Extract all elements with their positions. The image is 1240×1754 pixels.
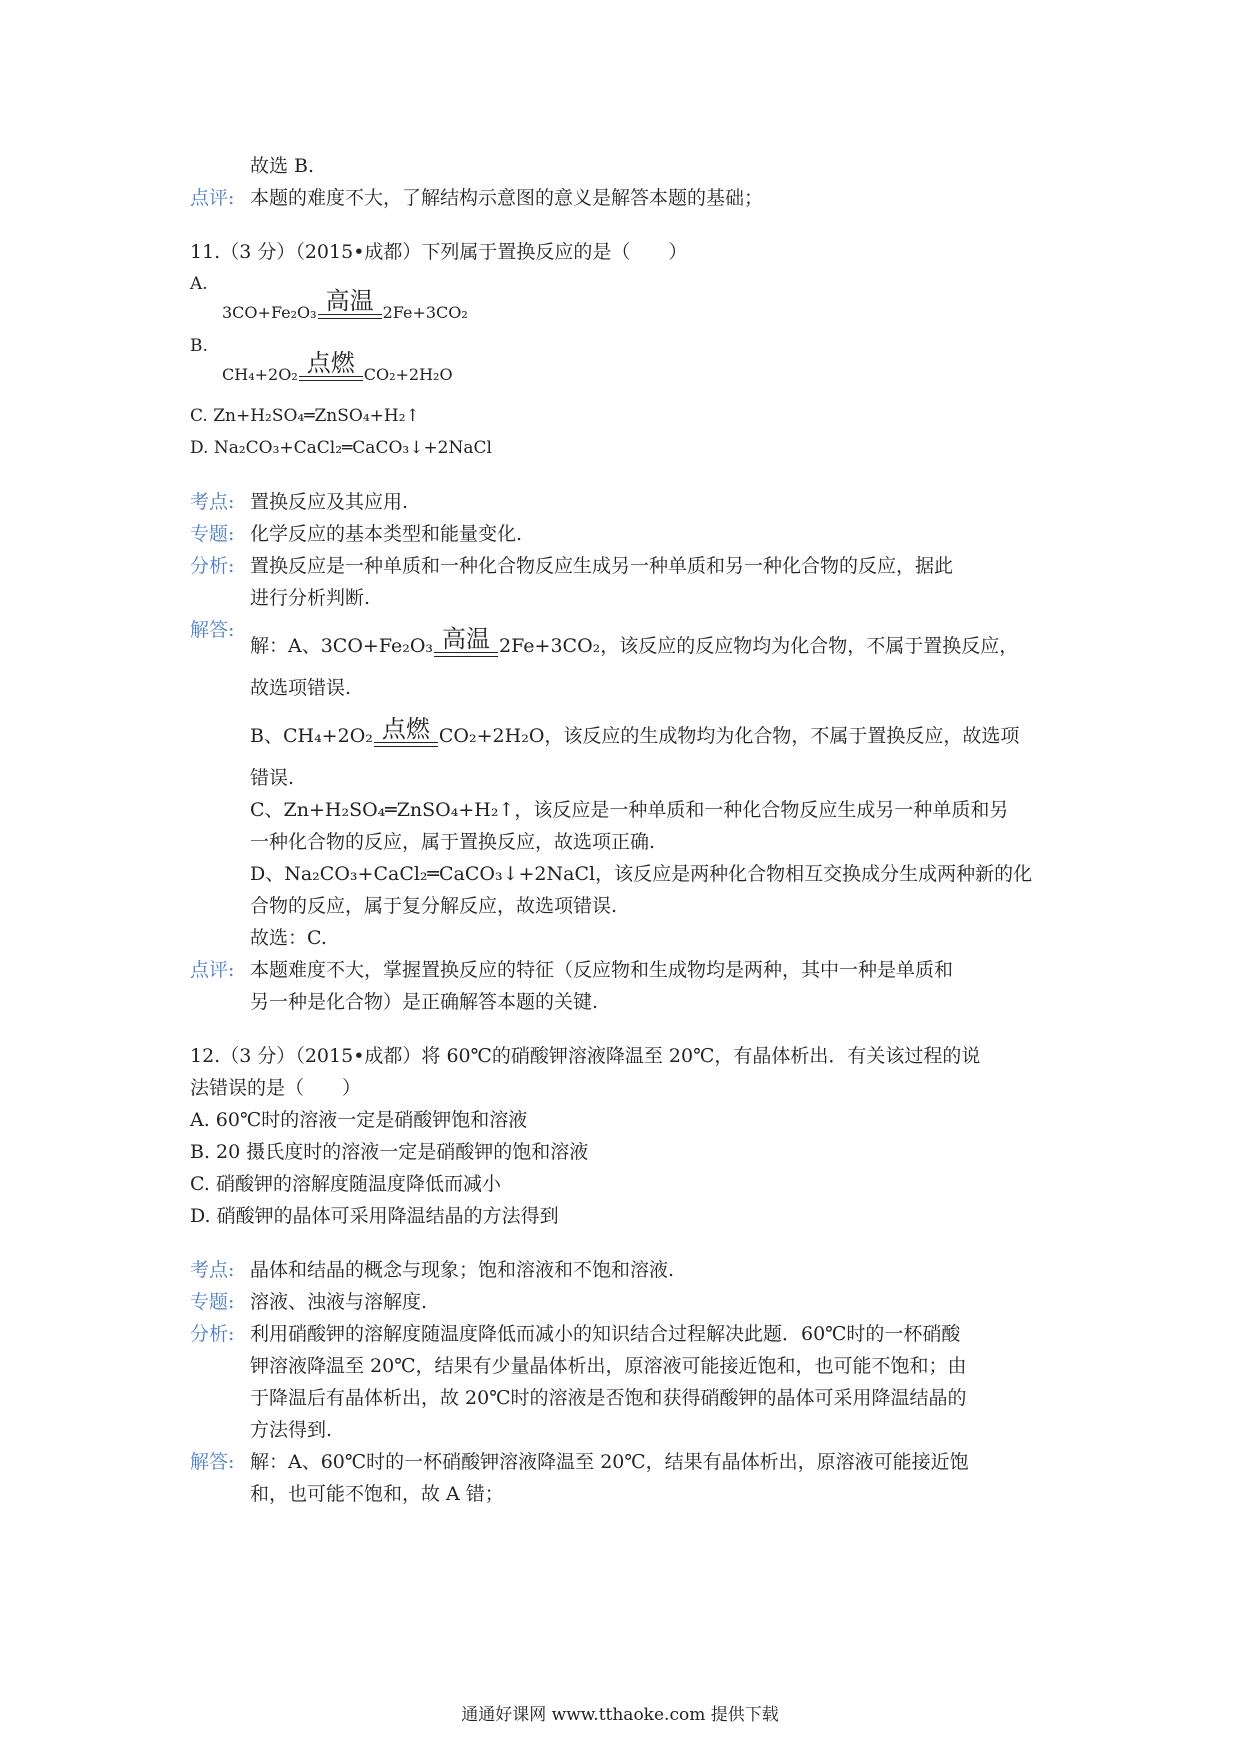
q12-kaodian — [190, 1254, 1060, 1286]
condition-text: 点燃 — [381, 715, 430, 743]
jieda-a-condition — [434, 626, 498, 662]
equals-bar — [299, 376, 363, 381]
dianping-line: 本题难度不大，掌握置换反应的特征（反应物和生成物均是两种，其中一种是单质和 — [250, 959, 954, 981]
q11-fenxi — [190, 550, 1060, 614]
zhuanti-tag: 专题: — [190, 523, 235, 545]
jieda-a-post: 2Fe+3CO₂，该反应的反应物均为化合物，不属于置换反应， — [499, 635, 1019, 657]
jieda-c-line1: C、Zn+H₂SO₄═ZnSO₄+H₂↑，该反应是一种单质和一种化合物反应生成另一种单质和另 — [250, 799, 1009, 821]
fenxi-tag: 分析: — [190, 555, 235, 577]
kaodian-text: 置换反应及其应用. — [250, 491, 409, 513]
kaodian-text: 晶体和结晶的概念与现象；饱和溶液和不饱和溶液. — [250, 1259, 675, 1281]
jieda-b-line2: 错误. — [250, 767, 295, 789]
q11-b-condition — [299, 350, 363, 386]
fenxi-text — [250, 1318, 1060, 1446]
document-page — [190, 150, 1060, 1510]
jieda-d-line1: D、Na₂CO₃+CaCl₂═CaCO₃↓+2NaCl，该反应是两种化合物相互交换成分生成两种新的化 — [250, 863, 1033, 885]
comment-text: 本题的难度不大，了解结构示意图的意义是解答本题的基础； — [250, 187, 764, 209]
q11-option-c: C. Zn+H₂SO₄═ZnSO₄+H₂↑ — [190, 406, 420, 426]
jieda-text — [250, 614, 1060, 954]
prev-comment — [190, 182, 1060, 214]
jieda-c-line2: 一种化合物的反应，属于置换反应，故选项正确. — [250, 831, 656, 853]
jieda-b-post: CO₂+2H₂O，该反应的生成物均为化合物，不属于置换反应，故选项 — [438, 725, 1020, 747]
zhuanti-tag: 专题: — [190, 1291, 235, 1313]
jieda-b-condition — [374, 716, 438, 752]
q12-option-c: C. 硝酸钾的溶解度随温度降低而减小 — [190, 1173, 501, 1195]
jieda-line: 和，也可能不饱和，故 A 错； — [250, 1483, 504, 1505]
dianping-tag: 点评: — [190, 959, 235, 981]
equals-bar — [318, 314, 382, 319]
condition-text: 高温 — [325, 287, 374, 315]
fenxi-text — [250, 550, 1060, 614]
q11-option-a — [190, 268, 1060, 324]
fenxi-line: 置换反应是一种单质和一种化合物反应生成另一种单质和另一种化合物的反应，据此 — [250, 555, 954, 577]
jieda-tag: 解答: — [190, 619, 235, 641]
fenxi-line: 于降温后有晶体析出，故 20℃时的溶液是否饱和获得硝酸钾的晶体可采用降温结晶的 — [250, 1387, 967, 1409]
q11-option-b-label: B. — [190, 336, 208, 356]
dianping-text — [250, 954, 1060, 1018]
q11-stem: 11.（3 分）（2015•成都）下列属于置换反应的是（ ） — [190, 241, 688, 263]
comment-tag: 点评: — [190, 187, 235, 209]
q11-a-left: 3CO+Fe₂O₃ — [222, 303, 317, 322]
jieda-a-pre: 解：A、3CO+Fe₂O₃ — [250, 635, 434, 657]
fenxi-line: 利用硝酸钾的溶解度随温度降低而减小的知识结合过程解决此题．60℃时的一杯硝酸 — [250, 1323, 961, 1345]
page-footer: 通通好课网 www.tthaoke.com 提供下载 — [461, 1705, 779, 1725]
condition-text: 点燃 — [306, 349, 355, 377]
q11-b-right: CO₂+2H₂O — [363, 365, 453, 384]
q12-option-d: D. 硝酸钾的晶体可采用降温结晶的方法得到 — [190, 1205, 559, 1227]
q12-option-a: A. 60℃时的溶液一定是硝酸钾饱和溶液 — [190, 1109, 528, 1131]
q11-b-left: CH₄+2O₂ — [222, 365, 298, 384]
fenxi-line: 进行分析判断. — [250, 587, 371, 609]
dianping-line: 另一种是化合物）是正确解答本题的关键. — [250, 991, 599, 1013]
condition-text: 高温 — [442, 625, 491, 653]
jieda-b-line — [250, 704, 1060, 752]
jieda-d-line2: 合物的反应，属于复分解反应，故选项错误. — [250, 895, 618, 917]
q11-option-a-label: A. — [190, 274, 208, 294]
fenxi-tag: 分析: — [190, 1323, 235, 1345]
equals-bar — [374, 742, 438, 747]
q12-zhuanti — [190, 1286, 1060, 1318]
jieda-line: 解：A、60℃时的一杯硝酸钾溶液降温至 20℃，结果有晶体析出，原溶液可能接近饱 — [250, 1451, 969, 1473]
q11-kaodian — [190, 486, 1060, 518]
zhuanti-text: 化学反应的基本类型和能量变化. — [250, 523, 523, 545]
jieda-a-line2: 故选项错误. — [250, 677, 352, 699]
jieda-end: 故选：C. — [250, 927, 327, 949]
fenxi-line: 方法得到. — [250, 1419, 333, 1441]
q11-jieda — [190, 614, 1060, 954]
q11-option-d: D. Na₂CO₃+CaCl₂═CaCO₃↓+2NaCl — [190, 438, 492, 458]
q12-jieda — [190, 1446, 1060, 1510]
jieda-b-pre: B、CH₄+2O₂ — [250, 725, 373, 747]
jieda-a-line — [250, 614, 1060, 662]
fenxi-line: 钾溶液降温至 20℃，结果有少量晶体析出，原溶液可能接近饱和，也可能不饱和；由 — [250, 1355, 967, 1377]
kaodian-tag: 考点: — [190, 491, 235, 513]
jieda-tag: 解答: — [190, 1451, 235, 1473]
q12-option-b: B. 20 摄氏度时的溶液一定是硝酸钾的饱和溶液 — [190, 1141, 589, 1163]
jieda-text — [250, 1446, 1060, 1510]
q12-stem-1: 12.（3 分）（2015•成都）将 60℃的硝酸钾溶液降温至 20℃，有晶体析出．有关该过程的说 — [190, 1045, 981, 1067]
q11-zhuanti — [190, 518, 1060, 550]
q12-fenxi — [190, 1318, 1060, 1446]
prev-choose: 故选 B. — [250, 155, 315, 177]
zhuanti-text: 溶液、浊液与溶解度. — [250, 1291, 428, 1313]
q11-a-right: 2Fe+3CO₂ — [382, 303, 468, 322]
q12-stem-2: 法错误的是（ ） — [190, 1077, 362, 1099]
q11-a-condition — [318, 288, 382, 324]
q11-dianping — [190, 954, 1060, 1018]
q11-option-b — [190, 324, 1060, 386]
equals-bar — [434, 652, 498, 657]
kaodian-tag: 考点: — [190, 1259, 235, 1281]
